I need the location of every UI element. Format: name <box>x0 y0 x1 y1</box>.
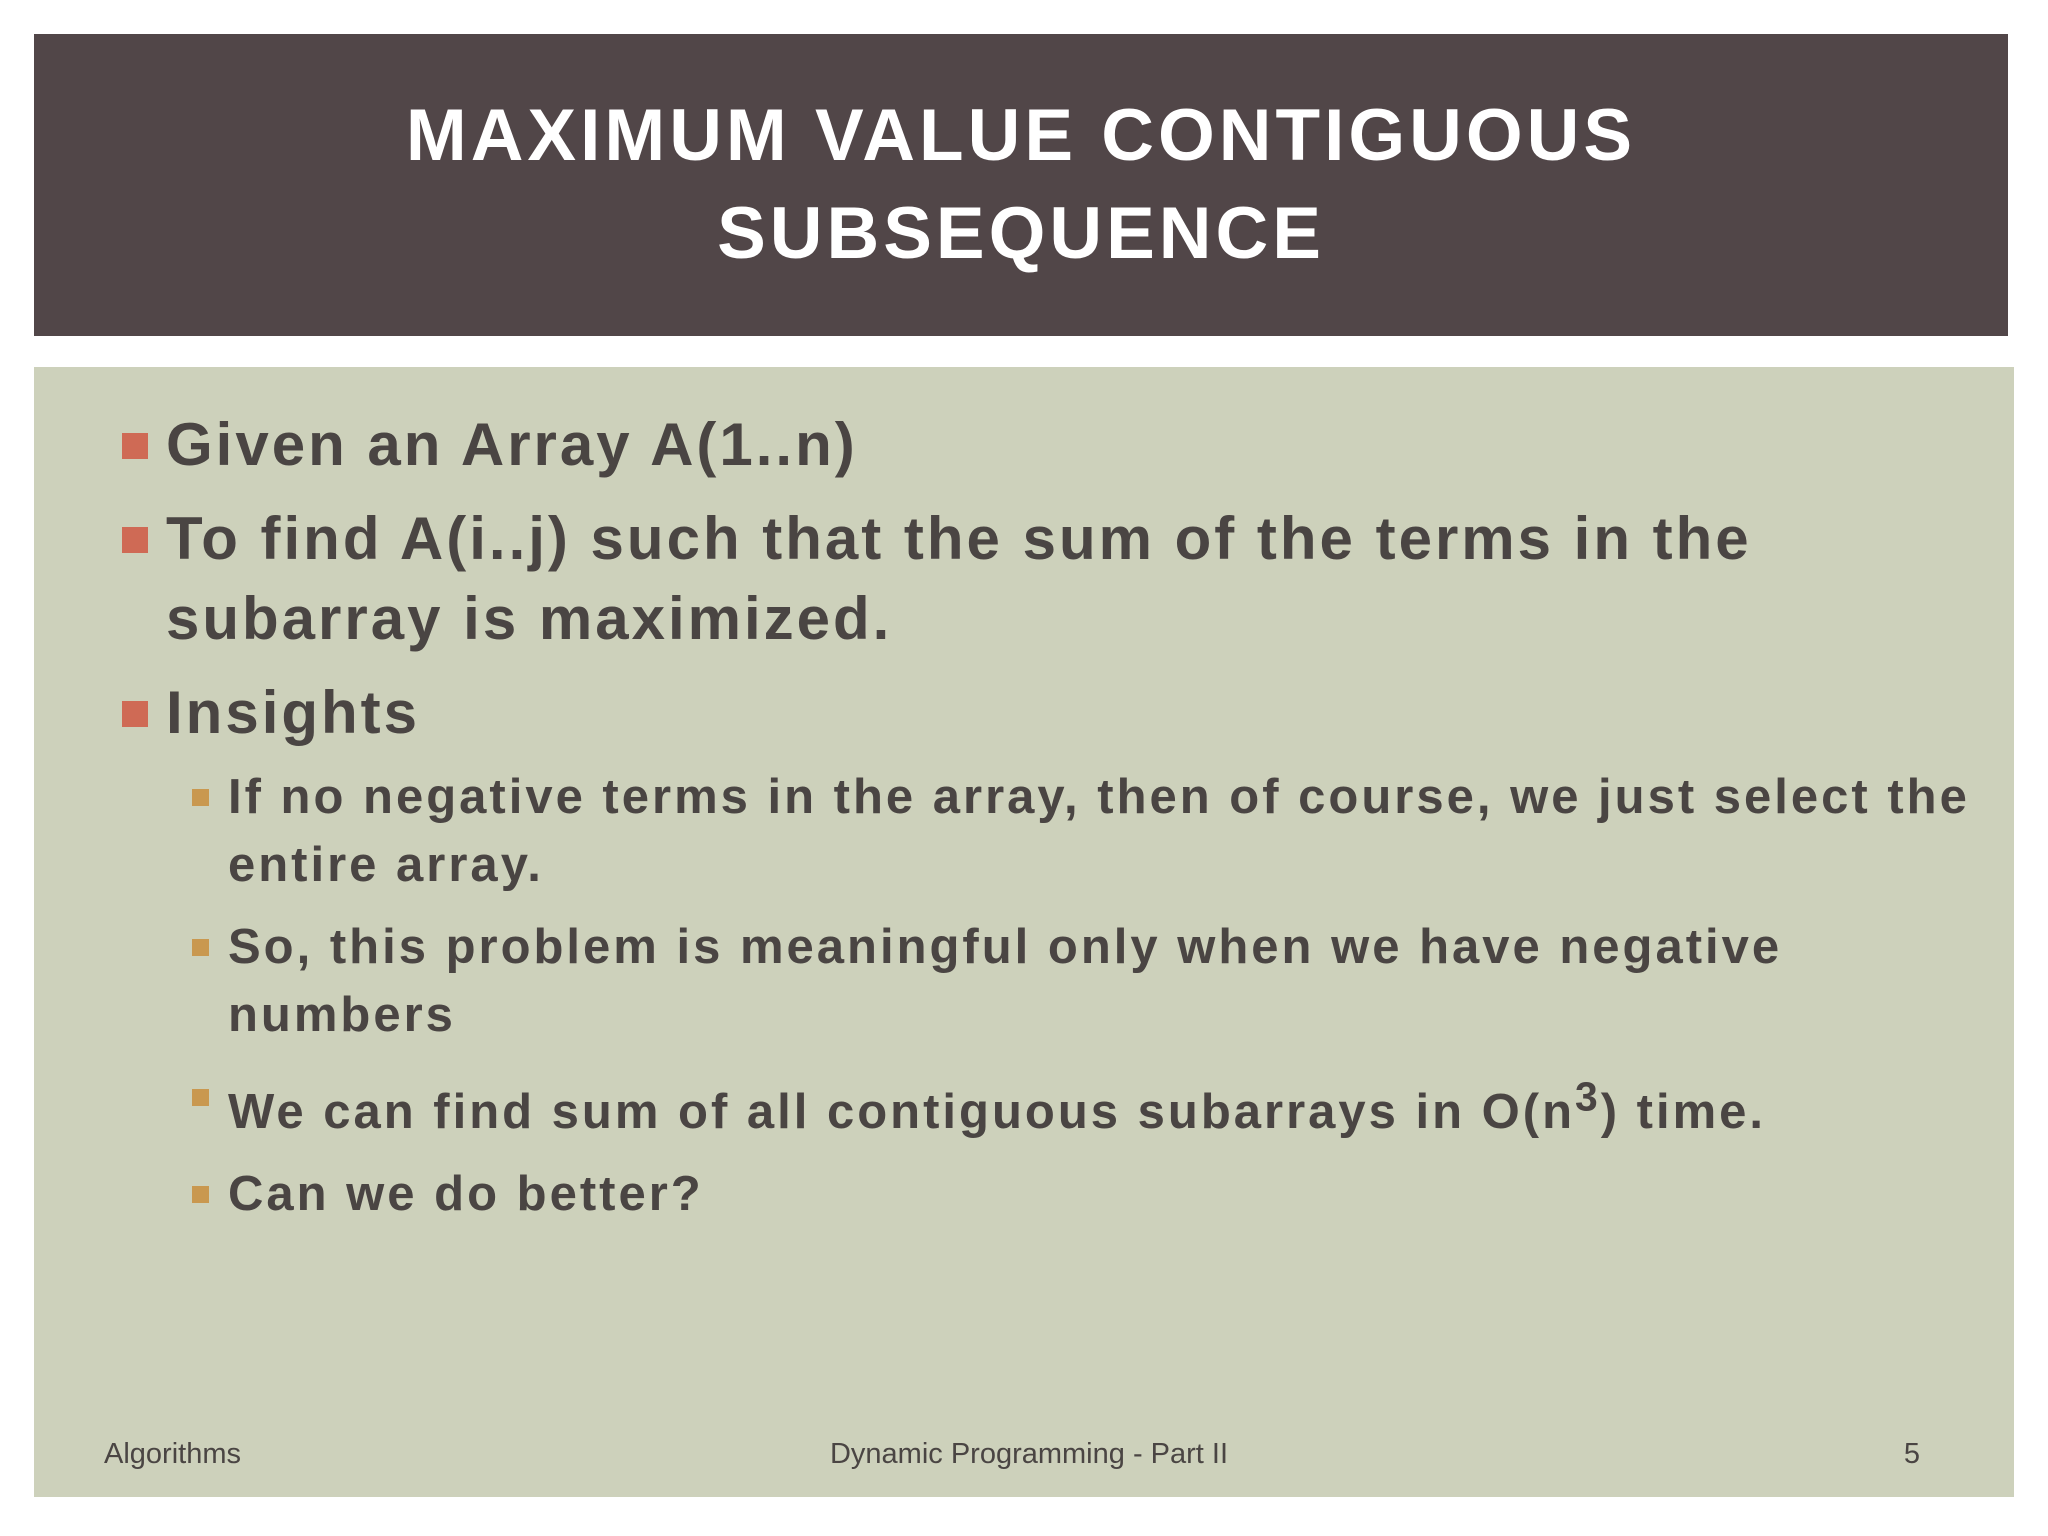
sub-bullet-text <box>228 1074 1767 1140</box>
sub-bullet-item <box>34 913 1974 1049</box>
bullet-item <box>34 499 1974 659</box>
sub-bullet-text: If no negative terms in the array, then of course, we just select the entire array. <box>228 770 1970 892</box>
bullet-text: To find A(i..j) such that the sum of the terms in the subarray is maximized. <box>166 505 1752 652</box>
square-bullet-icon <box>122 527 148 553</box>
superscript-exponent: 3 <box>1575 1074 1601 1120</box>
sub-bullet-item <box>34 1160 1974 1228</box>
sub-bullet-text: So, this problem is meaningful only when we have negative numbers <box>228 920 1783 1042</box>
footer-topic: Dynamic Programming - Part II <box>829 1438 1229 1470</box>
small-square-bullet-icon <box>192 1089 209 1106</box>
sub-bullet-text-after: ) time. <box>1600 1085 1767 1140</box>
bullet-list <box>34 405 1974 1242</box>
page-number: 5 <box>1903 1438 1920 1470</box>
bullet-item <box>34 673 1974 1228</box>
square-bullet-icon <box>122 433 148 459</box>
slide-title: MAXIMUM VALUE CONTIGUOUS SUBSEQUENCE <box>405 95 1637 274</box>
content-area <box>34 367 2014 1497</box>
bullet-text: Insights <box>166 679 421 746</box>
square-bullet-icon <box>122 701 148 727</box>
small-square-bullet-icon <box>192 789 209 806</box>
sub-bullet-text-before: We can find sum of all contiguous subarrays in O(n <box>228 1085 1576 1140</box>
footer-course: Algorithms <box>104 1438 241 1470</box>
sub-bullet-item <box>34 1063 1974 1146</box>
sub-bullet-item <box>34 763 1974 899</box>
bullet-text: Given an Array A(1..n) <box>166 411 858 478</box>
small-square-bullet-icon <box>192 1186 209 1203</box>
sub-bullet-list <box>166 763 1974 1228</box>
sub-bullet-text: Can we do better? <box>228 1167 704 1222</box>
bullet-item <box>34 405 1974 485</box>
title-bar <box>34 34 2008 336</box>
small-square-bullet-icon <box>192 939 209 956</box>
